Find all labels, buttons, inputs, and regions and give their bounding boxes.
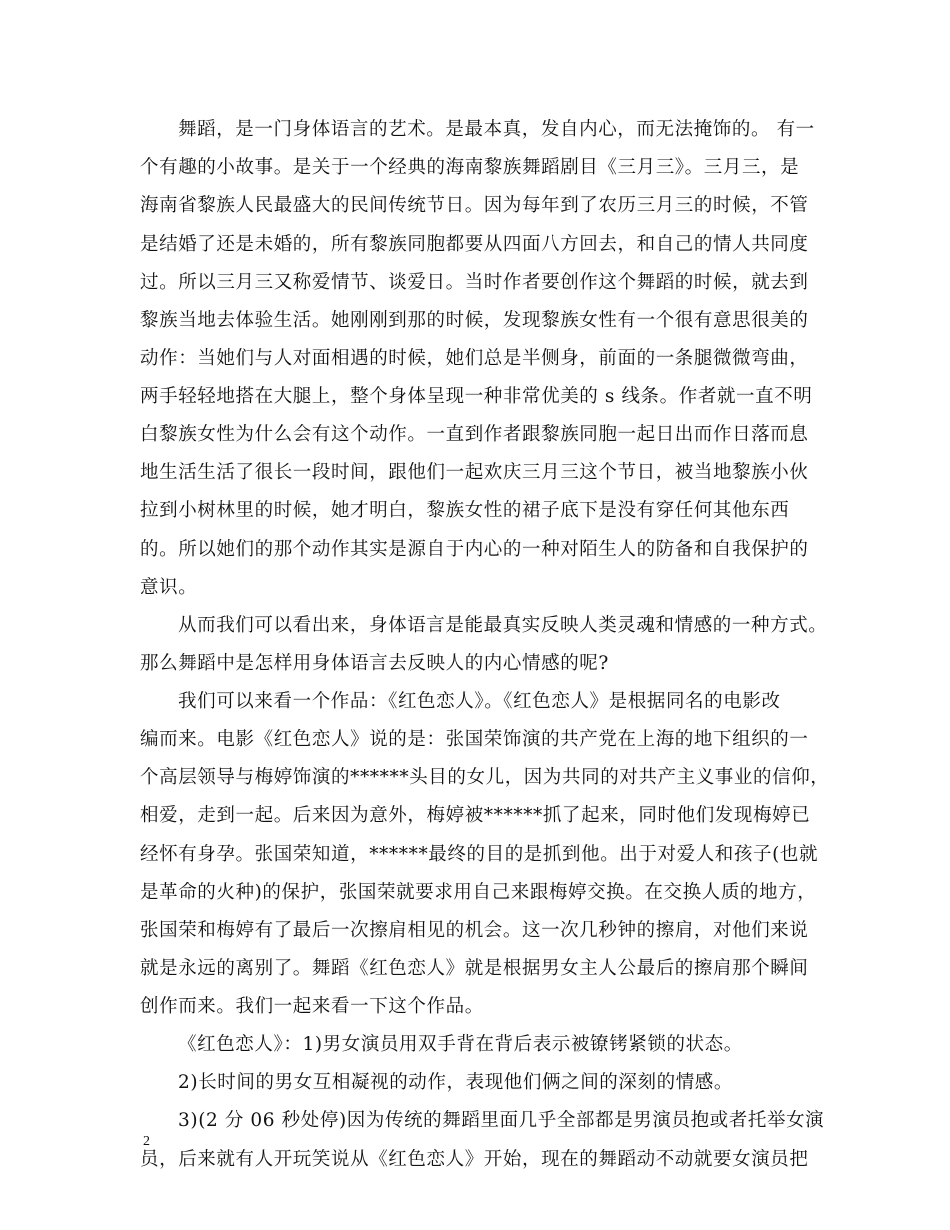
text-line: 员，后来就有人开玩笑说从《红色恋人》开始，现在的舞蹈动不动就要女演员把 bbox=[140, 1149, 809, 1170]
text-line: 创作而来。我们一起来看一下这个作品。 bbox=[140, 996, 484, 1017]
text-line: 就是永远的离别了。舞蹈《红色恋人》就是根据男女主人公最后的擦肩那个瞬间 bbox=[140, 958, 809, 979]
text-line: 从而我们可以看出来，身体语言是能最真实反映人类灵魂和情感的一种方式。 bbox=[178, 615, 828, 636]
text-line: 过。所以三月三又称爱情节、谈爱日。当时作者要创作这个舞蹈的时候，就去到 bbox=[140, 272, 809, 293]
text-line: 是革命的火种)的保护，张国荣就要求用自己来跟梅婷交换。在交换人质的地方， bbox=[140, 882, 817, 903]
text-line: 我们可以来看一个作品：《红色恋人》。《红色恋人》是根据同名的电影改 bbox=[178, 691, 781, 712]
text-line: 相爱，走到一起。后来因为意外，梅婷被******抓了起来，同时他们发现梅婷已 bbox=[140, 805, 811, 826]
text-line: 编而来。电影《红色恋人》说的是：张国荣饰演的共产党在上海的地下组织的一 bbox=[140, 729, 809, 750]
text-line: 张国荣和梅婷有了最后一次擦肩相见的机会。这一次几秒钟的擦肩，对他们来说 bbox=[140, 920, 809, 941]
text-line: 是结婚了还是未婚的，所有黎族同胞都要从四面八方回去，和自己的情人共同度 bbox=[140, 234, 809, 255]
text-line: 2)长时间的男女互相凝视的动作，表现他们俩之间的深刻的情感。 bbox=[178, 1072, 733, 1093]
text-line: 个有趣的小故事。是关于一个经典的海南黎族舞蹈剧目《三月三》。三月三，是 bbox=[140, 157, 800, 178]
text-line: 白黎族女性为什么会有这个动作。一直到作者跟黎族同胞一起日出而作日落而息 bbox=[140, 424, 809, 445]
page-number: 2 bbox=[143, 1134, 150, 1149]
text-line: 地生活生活了很长一段时间，跟他们一起欢庆三月三这个节日，被当地黎族小伙 bbox=[140, 462, 809, 483]
text-line: 舞蹈，是一门身体语言的艺术。是最本真，发自内心，而无法掩饰的。 有一 bbox=[178, 119, 815, 140]
text-line: 动作：当她们与人对面相遇的时候，她们总是半侧身，前面的一条腿微微弯曲， bbox=[140, 348, 809, 369]
text-line: 黎族当地去体验生活。她刚刚到那的时候，发现黎族女性有一个很有意思很美的 bbox=[140, 310, 809, 331]
text-line: 海南省黎族人民最盛大的民间传统节日。因为每年到了农历三月三的时候，不管 bbox=[140, 195, 809, 216]
text-line: 《红色恋人》：1)男女演员用双手背在背后表示被镣铐紧锁的状态。 bbox=[178, 1034, 743, 1055]
text-line: 那么舞蹈中是怎样用身体语言去反映人的内心情感的呢? bbox=[140, 653, 609, 674]
text-line: 3)(2 分 06 秒处停)因为传统的舞蹈里面几乎全部都是男演员抱或者托举女演 bbox=[178, 1110, 825, 1131]
text-line: 拉到小树林里的时候，她才明白，黎族女性的裙子底下是没有穿任何其他东西 bbox=[140, 500, 790, 521]
text-line: 意识。 bbox=[140, 577, 198, 598]
text-line: 的。所以她们的那个动作其实是源自于内心的一种对陌生人的防备和自我保护的 bbox=[140, 539, 809, 560]
text-line: 经怀有身孕。张国荣知道，******最终的目的是抓到他。出于对爱人和孩子(也就 bbox=[140, 844, 819, 865]
text-line: 个高层领导与梅婷饰演的******头目的女儿，因为共同的对共产主义事业的信仰， bbox=[140, 767, 830, 788]
text-line: 两手轻轻地搭在大腿上，整个身体呈现一种非常优美的 s 线条。作者就一直不明 bbox=[140, 386, 813, 407]
